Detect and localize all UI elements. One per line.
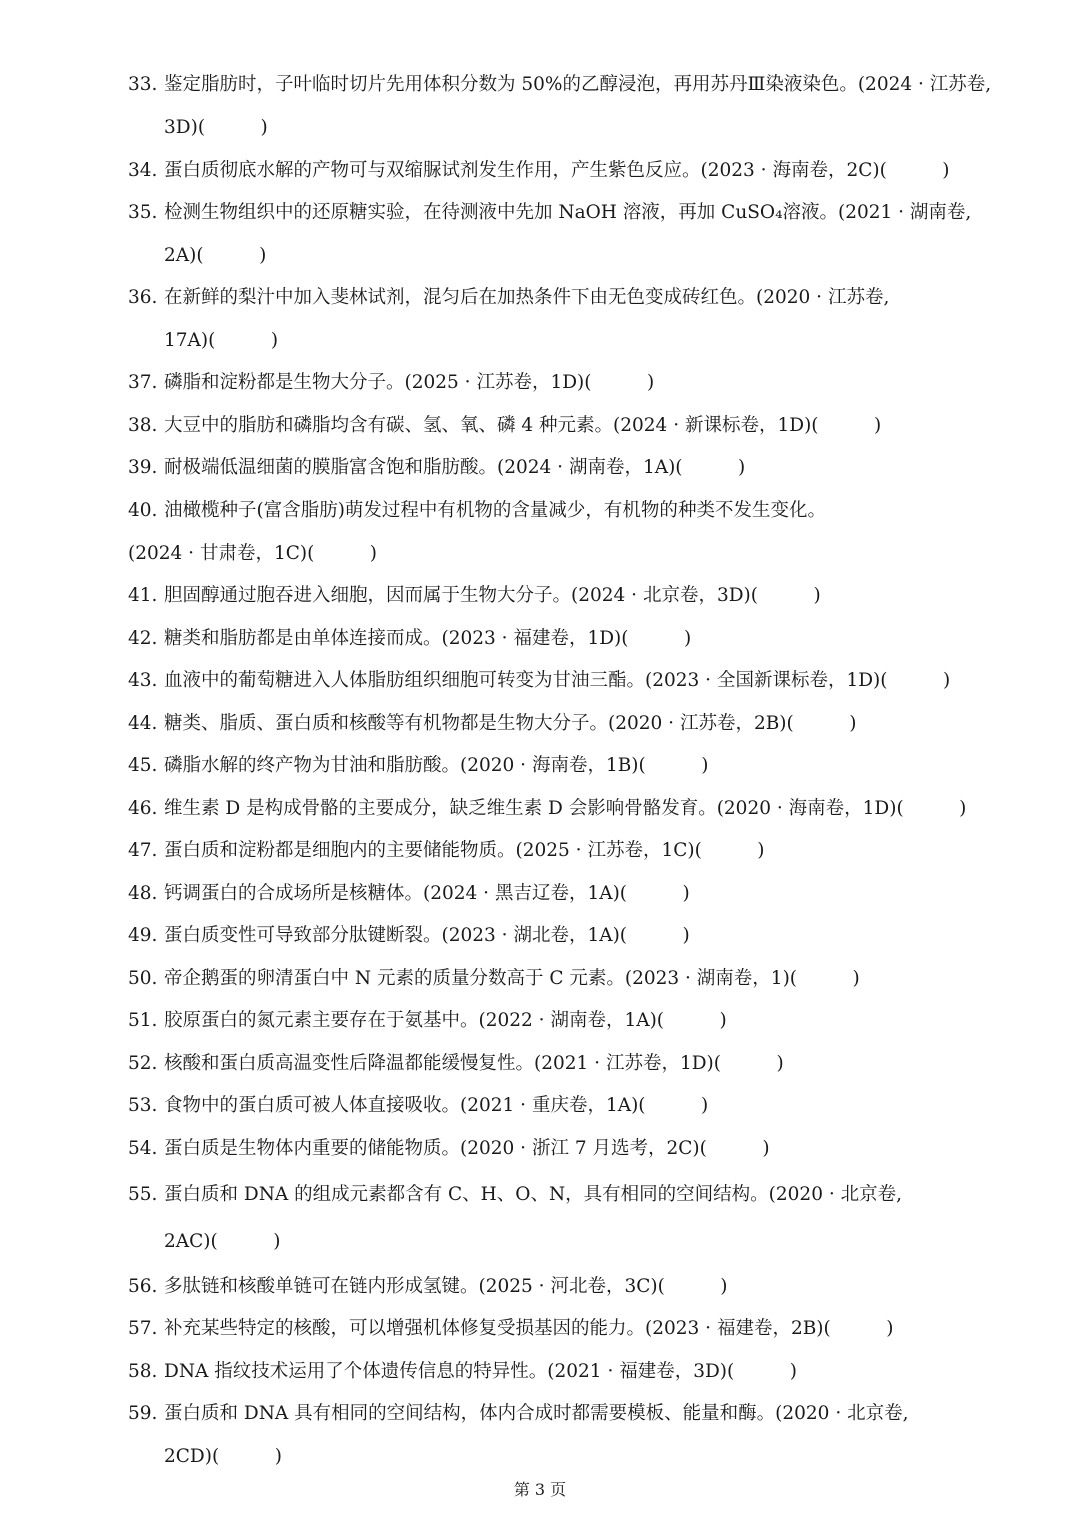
question-text: 蛋白质和淀粉都是细胞内的主要储能物质。(2025 · 江苏卷，1C)( ) bbox=[164, 840, 765, 861]
question-text: 在新鲜的梨汁中加入斐林试剂，混匀后在加热条件下由无色变成砖红色。(2020 · 江苏卷, bbox=[164, 287, 890, 308]
question-number: 57. bbox=[128, 1318, 158, 1339]
question-55 bbox=[128, 1180, 1020, 1210]
question-39 bbox=[128, 453, 1020, 483]
question-number: 41. bbox=[128, 585, 158, 606]
question-38 bbox=[128, 411, 1020, 441]
question-number: 40. bbox=[128, 500, 158, 521]
question-text: 大豆中的脂肪和磷脂均含有碳、氢、氧、磷 4 种元素。(2024 · 新课标卷，1D)( ) bbox=[164, 415, 882, 436]
question-text: 补充某些特定的核酸，可以增强机体修复受损基因的能力。(2023 · 福建卷，2B)( ) bbox=[164, 1318, 894, 1339]
question-42 bbox=[128, 624, 1020, 654]
question-37 bbox=[128, 368, 1020, 398]
question-text: 蛋白质和 DNA 具有相同的空间结构，体内合成时都需要模板、能量和酶。(2020 · 北京卷, bbox=[164, 1403, 909, 1424]
question-number: 44. bbox=[128, 713, 158, 734]
question-number: 35. bbox=[128, 202, 158, 223]
question-text: 钙调蛋白的合成场所是核糖体。(2024 · 黑吉辽卷，1A)( ) bbox=[164, 883, 690, 904]
question-text: 蛋白质和 DNA 的组成元素都含有 C、H、O、N，具有相同的空间结构。(2020 · 北京卷, bbox=[164, 1184, 902, 1205]
question-47 bbox=[128, 836, 1020, 866]
question-48 bbox=[128, 879, 1020, 909]
question-52 bbox=[128, 1049, 1020, 1079]
question-text: 帝企鹅蛋的卵清蛋白中 N 元素的质量分数高于 C 元素。(2023 · 湖南卷，1)( ) bbox=[164, 968, 860, 989]
question-text: 蛋白质变性可导致部分肽键断裂。(2023 · 湖北卷，1A)( ) bbox=[164, 925, 690, 946]
question-number: 34. bbox=[128, 160, 158, 181]
question-number: 46. bbox=[128, 798, 158, 819]
question-text: 食物中的蛋白质可被人体直接吸收。(2021 · 重庆卷，1A)( ) bbox=[164, 1095, 709, 1116]
question-text: 磷脂水解的终产物为甘油和脂肪酸。(2020 · 海南卷，1B)( ) bbox=[164, 755, 709, 776]
question-number: 51. bbox=[128, 1010, 158, 1031]
question-49 bbox=[128, 921, 1020, 951]
question-number: 42. bbox=[128, 628, 158, 649]
question-text: 血液中的葡萄糖进入人体脂肪组织细胞可转变为甘油三酯。(2023 · 全国新课标卷，1D)( ) bbox=[164, 670, 951, 691]
question-text: 胆固醇通过胞吞进入细胞，因而属于生物大分子。(2024 · 北京卷，3D)( ) bbox=[164, 585, 821, 606]
question-33-continuation: 3D)( ) bbox=[164, 117, 268, 138]
question-number: 39. bbox=[128, 457, 158, 478]
question-number: 50. bbox=[128, 968, 158, 989]
question-41 bbox=[128, 581, 1020, 611]
question-57 bbox=[128, 1314, 1020, 1344]
question-text: 核酸和蛋白质高温变性后降温都能缓慢复性。(2021 · 江苏卷，1D)( ) bbox=[164, 1053, 784, 1074]
question-number: 37. bbox=[128, 372, 158, 393]
question-text: 蛋白质彻底水解的产物可与双缩脲试剂发生作用，产生紫色反应。(2023 · 海南卷，2C)( ) bbox=[164, 160, 950, 181]
question-text: DNA 指纹技术运用了个体遗传信息的特异性。(2021 · 福建卷，3D)( ) bbox=[164, 1361, 797, 1382]
question-43 bbox=[128, 666, 1020, 696]
question-number: 52. bbox=[128, 1053, 158, 1074]
question-35-continuation: 2A)( ) bbox=[164, 245, 267, 266]
question-number: 33. bbox=[128, 74, 158, 95]
question-text: 鉴定脂肪时，子叶临时切片先用体积分数为 50%的乙醇浸泡，再用苏丹Ⅲ染液染色。(2024 · 江苏卷, bbox=[164, 74, 992, 95]
question-number: 53. bbox=[128, 1095, 158, 1116]
question-53 bbox=[128, 1091, 1020, 1121]
question-34 bbox=[128, 156, 1020, 186]
question-text: 检测生物组织中的还原糖实验，在待测液中先加 NaOH 溶液，再加 CuSO₄溶液。(2021 · 湖南卷, bbox=[164, 202, 972, 223]
question-51 bbox=[128, 1006, 1020, 1036]
question-40 bbox=[128, 496, 1020, 526]
question-44 bbox=[128, 709, 1020, 739]
question-36-continuation: 17A)( ) bbox=[164, 330, 279, 351]
question-number: 56. bbox=[128, 1276, 158, 1297]
question-number: 43. bbox=[128, 670, 158, 691]
question-58 bbox=[128, 1357, 1020, 1387]
question-text: 糖类和脂肪都是由单体连接而成。(2023 · 福建卷，1D)( ) bbox=[164, 628, 692, 649]
question-text: 耐极端低温细菌的膜脂富含饱和脂肪酸。(2024 · 湖南卷，1A)( ) bbox=[164, 457, 746, 478]
question-text: 磷脂和淀粉都是生物大分子。(2025 · 江苏卷，1D)( ) bbox=[164, 372, 655, 393]
question-text: 胶原蛋白的氮元素主要存在于氨基中。(2022 · 湖南卷，1A)( ) bbox=[164, 1010, 727, 1031]
question-36 bbox=[128, 283, 1020, 313]
question-text: 油橄榄种子(富含脂肪)萌发过程中有机物的含量减少，有机物的种类不发生变化。 bbox=[164, 500, 826, 521]
question-number: 36. bbox=[128, 287, 158, 308]
question-text: 多肽链和核酸单链可在链内形成氢键。(2025 · 河北卷，3C)( ) bbox=[164, 1276, 728, 1297]
question-number: 59. bbox=[128, 1403, 158, 1424]
question-35 bbox=[128, 198, 1020, 228]
question-40-continuation: (2024 · 甘肃卷，1C)( ) bbox=[128, 543, 378, 564]
question-55-continuation: 2AC)( ) bbox=[164, 1231, 281, 1252]
page-number: 第 3 页 bbox=[513, 1480, 567, 1499]
question-59 bbox=[128, 1399, 1020, 1429]
question-text: 维生素 D 是构成骨骼的主要成分，缺乏维生素 D 会影响骨骼发育。(2020 · 海南卷，1D)( ) bbox=[164, 798, 967, 819]
question-59-continuation: 2CD)( ) bbox=[164, 1446, 282, 1467]
question-number: 48. bbox=[128, 883, 158, 904]
question-54 bbox=[128, 1134, 1020, 1164]
question-text: 蛋白质是生物体内重要的储能物质。(2020 · 浙江 7 月选考，2C)( ) bbox=[164, 1138, 770, 1159]
question-number: 55. bbox=[128, 1184, 158, 1205]
question-56 bbox=[128, 1272, 1020, 1302]
question-number: 38. bbox=[128, 415, 158, 436]
question-number: 49. bbox=[128, 925, 158, 946]
question-number: 54. bbox=[128, 1138, 158, 1159]
question-33 bbox=[128, 70, 1020, 100]
question-50 bbox=[128, 964, 1020, 994]
question-46 bbox=[128, 794, 1020, 824]
question-number: 58. bbox=[128, 1361, 158, 1382]
question-45 bbox=[128, 751, 1020, 781]
question-number: 47. bbox=[128, 840, 158, 861]
question-text: 糖类、脂质、蛋白质和核酸等有机物都是生物大分子。(2020 · 江苏卷，2B)( ) bbox=[164, 713, 857, 734]
question-number: 45. bbox=[128, 755, 158, 776]
